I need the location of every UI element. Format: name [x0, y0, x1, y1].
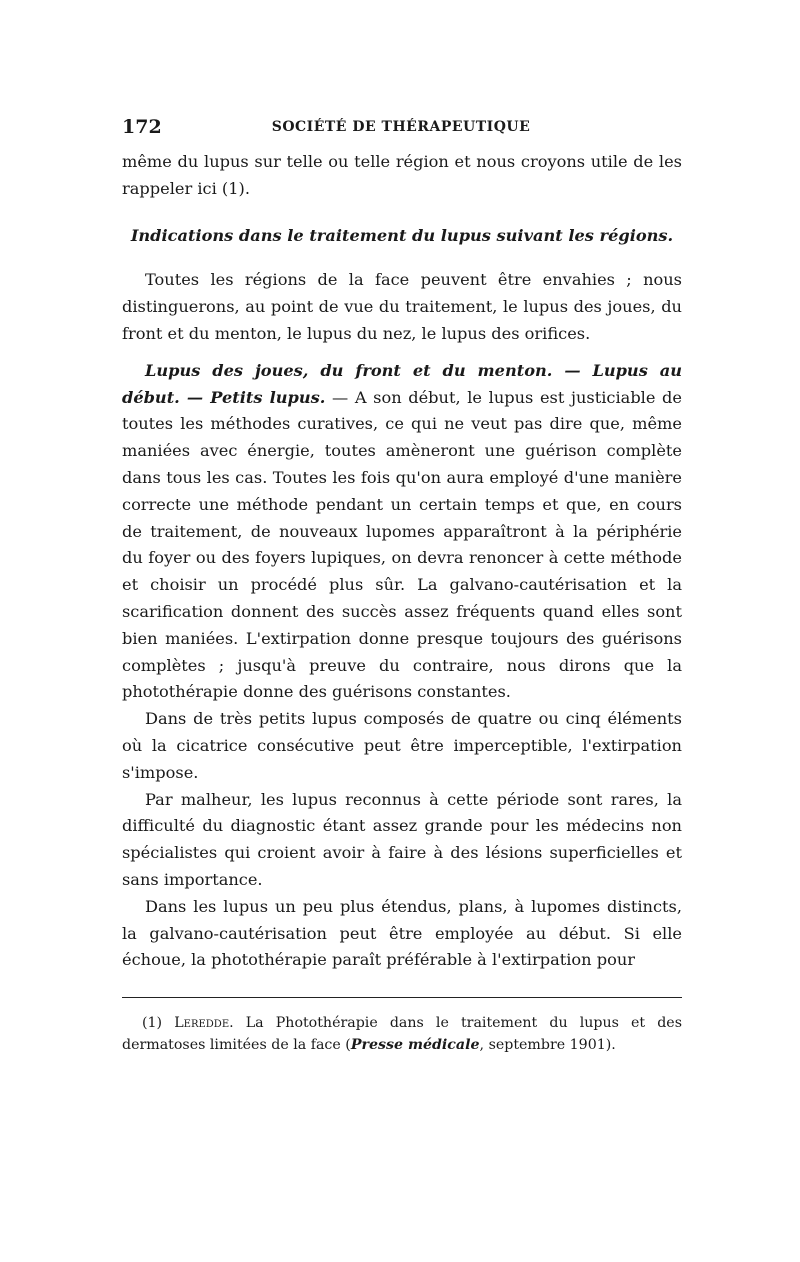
- paragraph-diagnosis: Par malheur, les lupus reconnus à cette période sont rares, la difficulté du diagnostic étant assez grande pour les médecins non spécialistes qui croient avoir à faire à des lésions superficielles et sans importance.: [122, 789, 682, 889]
- page-number: 172: [122, 116, 162, 138]
- footnote-text: . La Photothérapie dans le traitement du lupus et des dermatoses limitées de la face (: [122, 1015, 682, 1053]
- footnote-author: Leredde: [174, 1015, 230, 1031]
- paragraph-extended-lupus: Dans les lupus un peu plus étendus, plans, à lupomes distincts, la galvano-cautérisation peut être employée au début. Si elle échoue, la photothérapie paraît préférable à l'extirpation pour: [122, 896, 682, 970]
- paragraph-small-lupus: Dans de très petits lupus composés de quatre ou cinq éléments où la cicatrice consécutive peut être imperceptible, l'extirpation s'impose.: [122, 709, 682, 782]
- footnote-marker: (1): [142, 1015, 163, 1031]
- footnote-text-end: , septembre 1901).: [479, 1037, 616, 1053]
- paragraph-continuation: même du lupus sur telle ou telle région et nous croyons utile de les rappeler ici (1).: [122, 152, 682, 198]
- footnote-rule: [122, 997, 682, 998]
- paragraph-regions: Toutes les régions de la face peuvent être envahies ; nous distinguerons, au point de vue du traitement, le lupus des joues, du front et du menton, le lupus du nez, le lupus des orifices.: [122, 270, 682, 343]
- paragraph-early-lupus: [122, 358, 682, 706]
- footnote-journal: Presse médicale: [350, 1037, 480, 1053]
- footnote: [122, 1012, 682, 1056]
- running-head: [122, 116, 680, 142]
- body-text: [122, 149, 682, 974]
- subsection-heading: Lupus des joues, du front et du menton. — Lupus au début. — Petits lupus.: [122, 360, 682, 407]
- section-heading: Indications dans le traitement du lupus suivant les régions.: [130, 225, 674, 245]
- running-title: SOCIÉTÉ DE THÉRAPEUTIQUE: [271, 119, 531, 135]
- paragraph-early-lupus-text: — A son début, le lupus est justiciable de toutes les méthodes curatives, ce qui ne veut pas dire que, même maniées avec énergie, toutes amèneront une guérison complète dans tous les cas. Toutes les fois qu'on aura employé d'une manière correcte une méthode pendant un certain temps et que, en cours de traitement, de nouveaux lupomes apparaîtront à la périphérie du foyer ou des foyers lupiques, on devra renoncer à cette méthode et choisir un procédé plus sûr. La galvano-cautérisation et la scarification donnent des succès assez fréquents quand elles sont bien maniées. L'extirpation donne presque toujours des guérisons complètes ; jusqu'à preuve du contraire, nous dirons que la photothérapie donne des guérisons constantes.: [122, 387, 683, 702]
